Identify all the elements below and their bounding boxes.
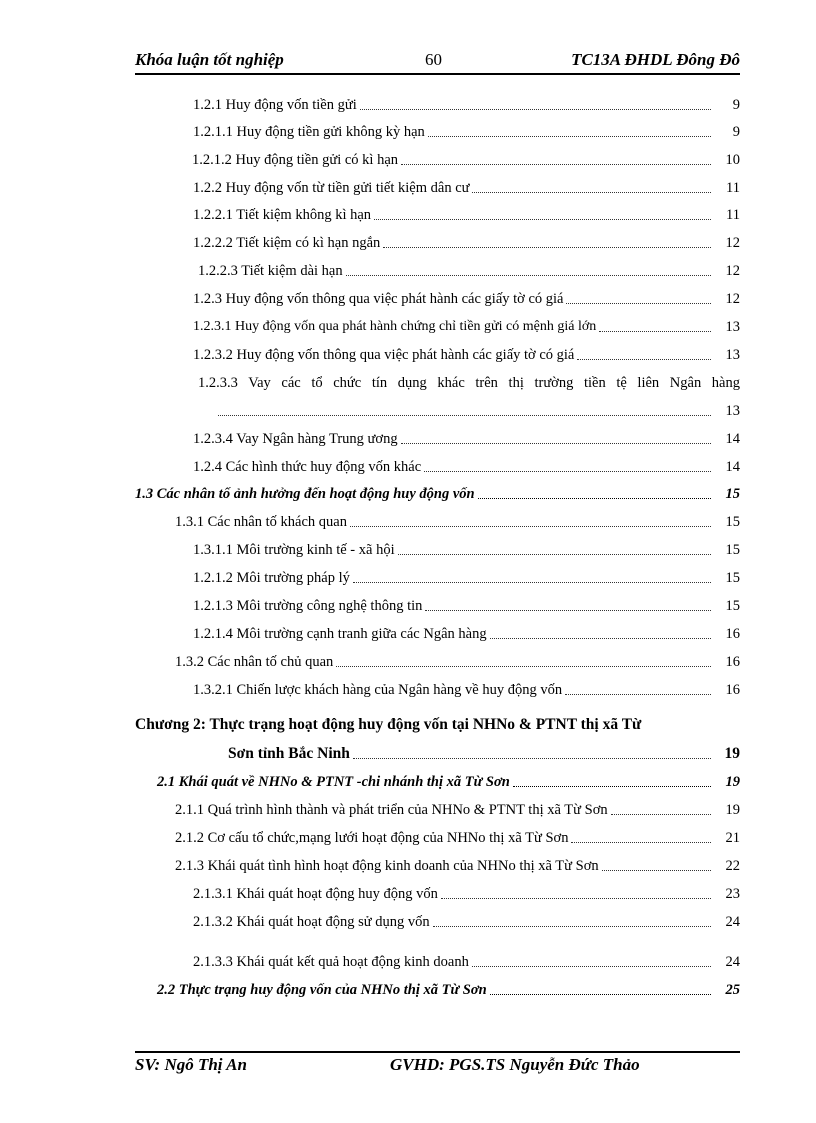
toc-entry: 2.1.3.2 Khái quát hoạt động sử dụng vốn 24 <box>193 914 740 930</box>
header-class: TC13A ĐHDL Đông Đô <box>571 50 740 69</box>
toc-entry-continuation: 13 <box>218 400 740 422</box>
toc-entry: 1.2.4 Các hình thức huy động vốn khác 14 <box>193 459 740 475</box>
toc-entry: 1.2.3.4 Vay Ngân hàng Trung ương 14 <box>193 431 740 447</box>
toc-entry: 1.2.3.1 Huy động vốn qua phát hành chứng chỉ tiền gửi có mệnh giá lớn 13 <box>193 319 740 335</box>
toc-entry: 1.2.3 Huy động vốn thông qua việc phát hành các giấy tờ có giá 12 <box>193 291 740 307</box>
toc-entry: 1.2.2 Huy động vốn từ tiền gửi tiết kiệm dân cư 11 <box>193 180 740 196</box>
toc-entry: 1.2.2.2 Tiết kiệm có kì hạn ngắn 12 <box>193 235 740 251</box>
footer-rule <box>135 1051 740 1053</box>
toc-entry-wrapped-line: 1.2.3.3 Vay các tổ chức tín dụng khác trên thị trường tiền tệ liên Ngân hàng <box>198 375 740 391</box>
toc-entry: 1.2.1.3 Môi trường công nghệ thông tin 15 <box>193 598 740 614</box>
toc-section-heading: 2.1 Khái quát về NHNo & PTNT -chi nhánh thị xã Từ Sơn 19 <box>157 774 740 790</box>
toc-entry: 1.3.2.1 Chiến lược khách hàng của Ngân hàng về huy động vốn 16 <box>193 682 740 698</box>
toc-section-heading: 1.3 Các nhân tố ảnh hưởng đến hoạt động huy động vốn 15 <box>135 486 740 502</box>
toc-entry: 1.3.1.1 Môi trường kinh tế - xã hội 15 <box>193 542 740 558</box>
toc-entry: 1.2.3.2 Huy động vốn thông qua việc phát hành các giấy tờ có giá 13 <box>193 347 740 363</box>
toc-entry: 1.2.1 Huy động vốn tiền gửi 9 <box>193 97 740 113</box>
toc-entry: 1.2.1.1 Huy động tiền gửi không kỳ hạn 9 <box>193 124 740 140</box>
toc-entry: 2.1.3 Khái quát tình hình hoạt động kinh doanh của NHNo thị xã Từ Sơn 22 <box>175 858 740 874</box>
page-footer <box>135 1055 740 1079</box>
toc-entry: 2.1.3.1 Khái quát hoạt động huy động vốn 23 <box>193 886 740 902</box>
toc-entry: 1.2.2.3 Tiết kiệm dài hạn 12 <box>198 263 740 279</box>
toc-entry: 2.1.3.3 Khái quát kết quả hoạt động kinh doanh 24 <box>193 954 740 970</box>
toc-entry: 1.2.2.1 Tiết kiệm không kì hạn 11 <box>193 207 740 223</box>
footer-student: SV: Ngô Thị An <box>135 1055 247 1074</box>
toc-entry: 1.2.1.4 Môi trường cạnh tranh giữa các Ngân hàng 16 <box>193 626 740 642</box>
toc-chapter-continuation: Sơn tỉnh Bắc Ninh 19 <box>228 745 740 762</box>
toc-entry: 1.2.1.2 Môi trường pháp lý 15 <box>193 570 740 586</box>
toc-entry: 2.1.1 Quá trình hình thành và phát triển của NHNo & PTNT thị xã Từ Sơn 19 <box>175 802 740 818</box>
footer-advisor: GVHD: PGS.TS Nguyễn Đức Thảo <box>390 1055 640 1074</box>
toc-entry: 1.3.2 Các nhân tố chủ quan 16 <box>175 654 740 670</box>
toc-chapter-title: Chương 2: Thực trạng hoạt động huy động vốn tại NHNo & PTNT thị xã Từ <box>135 716 642 733</box>
toc-section-heading: 2.2 Thực trạng huy động vốn của NHNo thị xã Từ Sơn 25 <box>157 982 740 998</box>
toc-entry: 1.2.1.2 Huy động tiền gửi có kì hạn 10 <box>192 152 740 168</box>
header-title: Khóa luận tốt nghiệp <box>135 50 284 69</box>
toc-entry: 1.3.1 Các nhân tố khách quan 15 <box>175 514 740 530</box>
toc-entry: 2.1.2 Cơ cấu tổ chức,mạng lưới hoạt động của NHNo thị xã Từ Sơn 21 <box>175 830 740 846</box>
header-page-number: 60 <box>425 50 442 69</box>
